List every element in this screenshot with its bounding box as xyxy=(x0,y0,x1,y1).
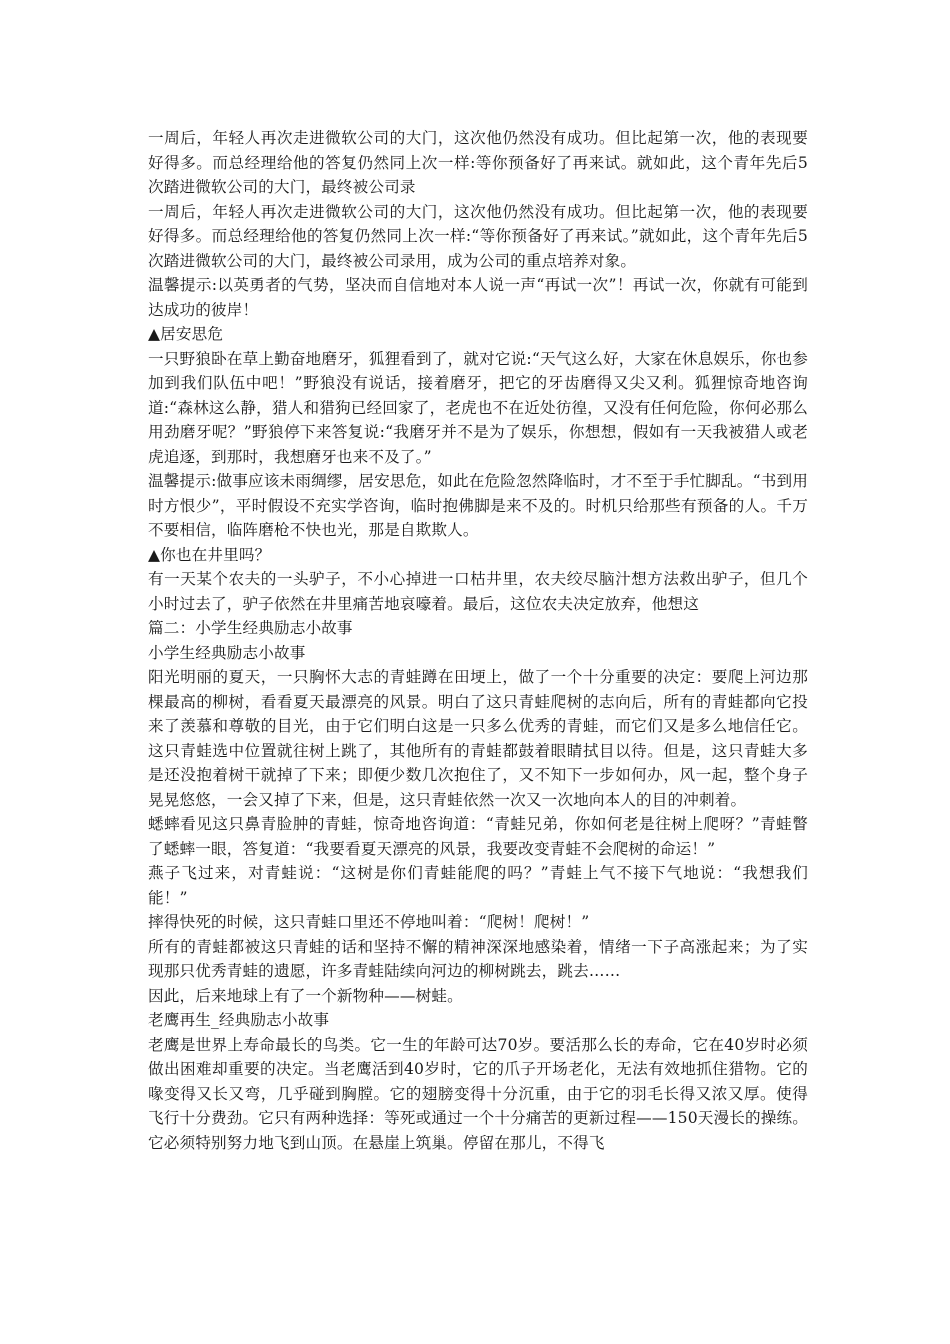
document-body xyxy=(148,126,808,1155)
paragraph-frog-intro: 阳光明丽的夏天，一只胸怀大志的青蛙蹲在田埂上，做了一个十分重要的决定：要爬上河边那棵最高的柳树，看看夏天最漂亮的风景。明白了这只青蛙爬树的志向后，所有的青蛙都向它投来了羡慕和尊敬的目光，由于它们明白这是一只多么优秀的青蛙，而它们又是多么地信任它。这只青蛙选中位置就往树上跳了，其他所有的青蛙都鼓着眼睛拭目以待。但是，这只青蛙大多是还没抱着树干就掉了下来；即便少数几次抱住了，又不知下一步如何办，风一起，整个身子晃晃悠悠，一会又掉了下来，但是，这只青蛙依然一次又一次地向本人的目的冲刺着。 xyxy=(148,668,808,809)
paragraph-tip-prepare: 温馨提示:做事应该未雨绸缪，居安思危，如此在危险忽然降临时，才不至于手忙脚乱。“书到用时方恨少”，平时假设不充实学咨询，临时抱佛脚是来不及的。时机只给那些有预备的人。千万不要相信，临阵磨枪不快也光，那是自欺欺人。 xyxy=(148,472,808,539)
subtitle-stories: 小学生经典励志小故事 xyxy=(148,643,306,662)
paragraph-interview-repeat: 一周后，年轻人再次走进微软公司的大门，这次他仍然没有成功。但比起第一次，他的表现要好得多。而总经理给他的答复仍然同上次一样:“等你预备好了再来试。”就如此，这个青年先后5次踏进微软公司的大门，最终被公司录用，成为公司的重点培养对象。 xyxy=(148,202,808,270)
paragraph-frogs-inspired: 所有的青蛙都被这只青蛙的话和坚持不懈的精神深深地感染着，情绪一下子高涨起来；为了实现那只优秀青蛙的遗愿，许多青蛙陆续向河边的柳树跳去，跳去…… xyxy=(148,937,808,980)
section-heading-well: ▲你也在井里吗？ xyxy=(148,545,271,564)
paragraph-interview-first: 一周后，年轻人再次走进微软公司的大门，这次他仍然没有成功。但比起第一次，他的表现要好得多。而总经理给他的答复仍然同上次一样:等你预备好了再来试。就如此，这个青年先后5次踏进微软公司的大门，最终被公司录 xyxy=(148,129,808,196)
paragraph-swallow: 燕子飞过来，对青蛙说：“这树是你们青蛙能爬的吗？”青蛙上气不接下气地说：“我想我们能！” xyxy=(148,864,808,907)
section-heading-prepare: ▲居安思危 xyxy=(148,325,224,343)
paragraph-eagle-story: 老鹰是世界上寿命最长的鸟类。它一生的年龄可达70岁。要活那么长的寿命，它在40岁时必须做出困难却重要的决定。当老鹰活到40岁时，它的爪子开场老化，无法有效地抓住猎物。它的喙变得又长又弯，几乎碰到胸膛。它的翅膀变得十分沉重，由于它的羽毛长得又浓又厚。使得飞行十分费劲。它只有两种选择：等死或通过一个十分痛苦的更新过程——150天漫长的操练。它必须特别努力地飞到山顶。在悬崖上筑巢。停留在那儿，不得飞 xyxy=(148,1035,808,1152)
paragraph-tip-try-again: 温馨提示:以英勇者的气势，坚决而自信地对本人说一声“再试一次”！再试一次，你就有可能到达成功的彼岸！ xyxy=(148,276,808,319)
paragraph-frog-falls: 摔得快死的时候，这只青蛙口里还不停地叫着：“爬树！爬树！” xyxy=(148,913,590,931)
chapter-title-part-two: 篇二：小学生经典励志小故事 xyxy=(148,619,353,637)
paragraph-wolf-story: 一只野狼卧在草上勤奋地磨牙，狐狸看到了，就对它说:“天气这么好，大家在休息娱乐，你也参加到我们队伍中吧！”野狼没有说话，接着磨牙，把它的牙齿磨得又尖又利。狐狸惊奇地咨询道:“森林这么静，猎人和猎狗已经回家了，老虎也不在近处彷徨，又没有任何危险，你何必那么用劲磨牙呢？”野狼停下来答复说:“我磨牙并不是为了娱乐，你想想，假如有一天我被猎人或老虎追逐，到那时，我想磨牙也来不及了。” xyxy=(148,349,808,466)
paragraph-tree-frog: 因此，后来地球上有了一个新物种——树蛙。 xyxy=(148,986,463,1005)
section-title-eagle: 老鹰再生_经典励志小故事 xyxy=(148,1011,330,1029)
paragraph-donkey-story: 有一天某个农夫的一头驴子，不小心掉进一口枯井里，农夫绞尽脑汁想方法救出驴子，但几个小时过去了，驴子依然在井里痛苦地哀嚎着。最后，这位农夫决定放弃，他想这 xyxy=(148,570,808,613)
paragraph-cricket: 蟋蟀看见这只鼻青脸肿的青蛙，惊奇地咨询道：“青蛙兄弟，你如何老是往树上爬呀？”青蛙瞥了蟋蟀一眼，答复道：“我要看夏天漂亮的风景，我要改变青蛙不会爬树的命运！” xyxy=(148,815,808,858)
